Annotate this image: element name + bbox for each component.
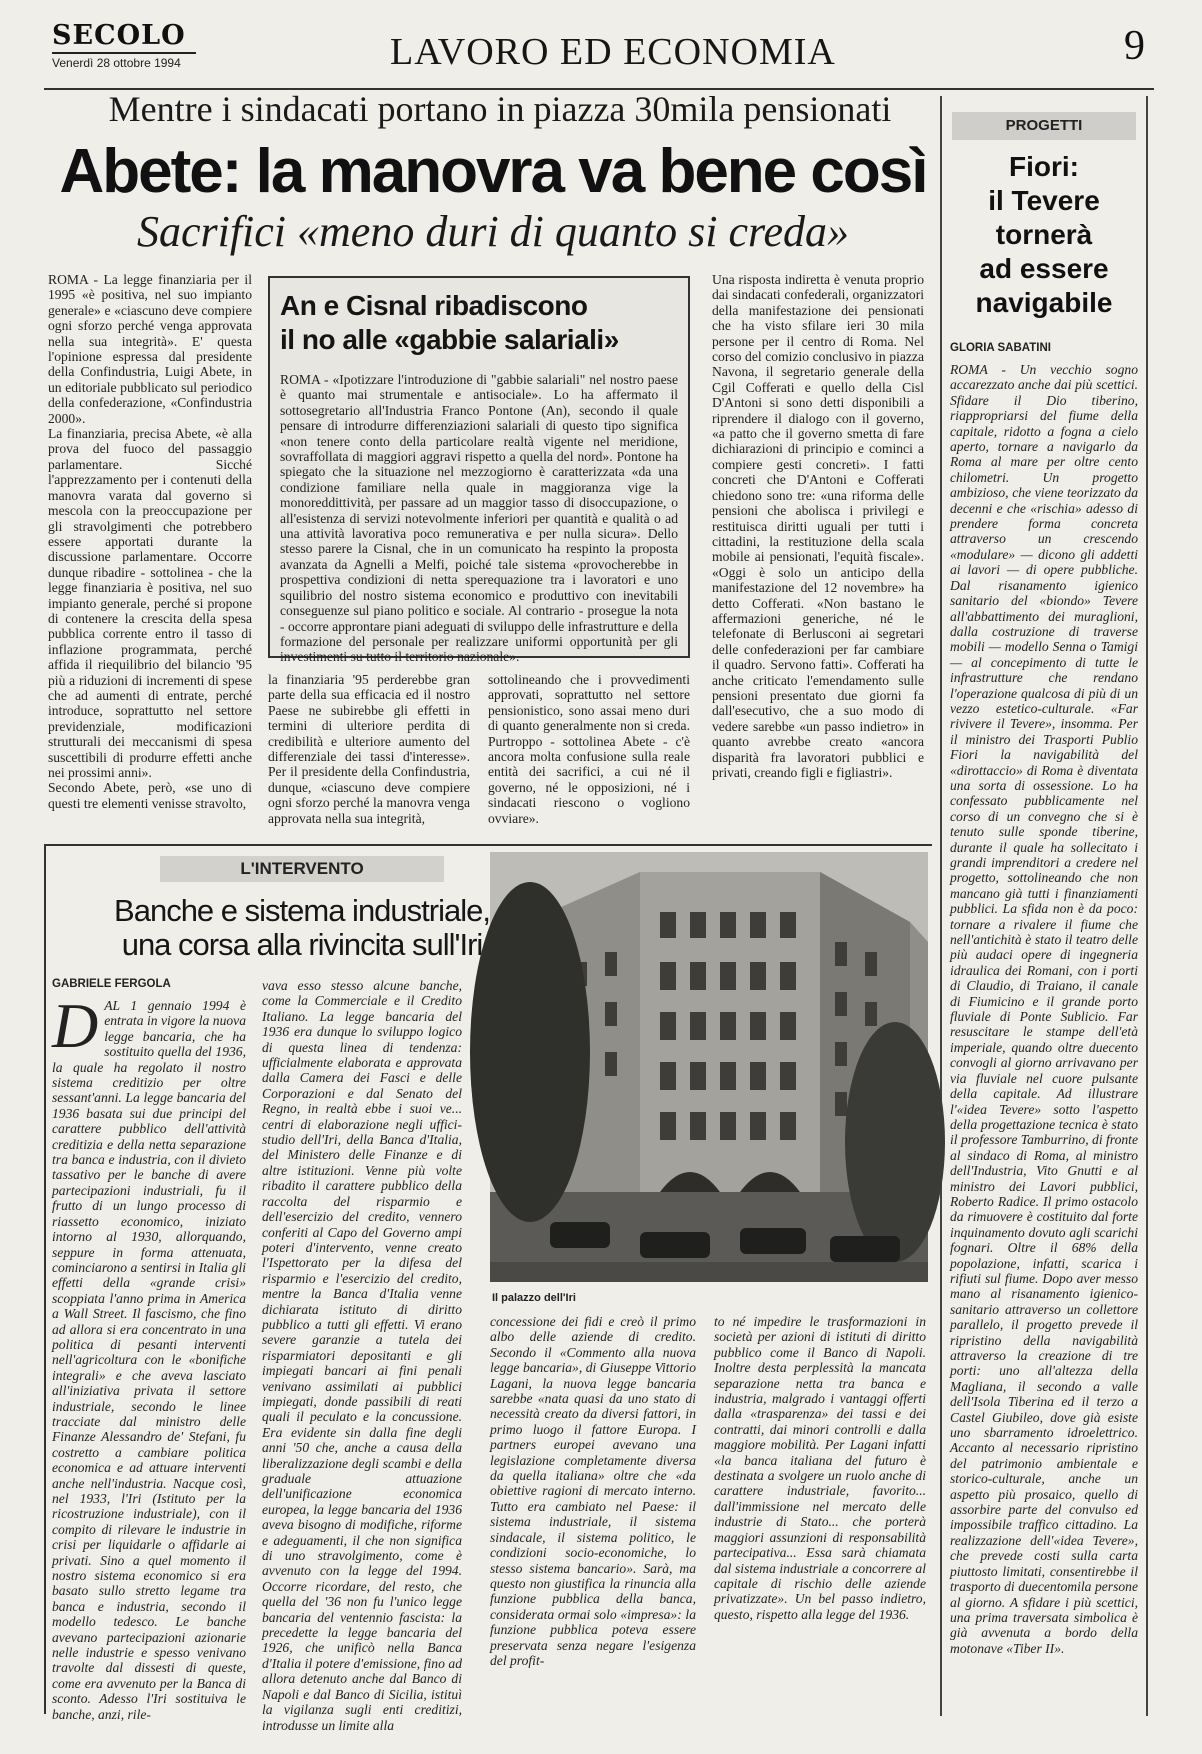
box-title-line-1: An e Cisnal ribadiscono bbox=[280, 290, 588, 321]
main-headline: Abete: la manovra va bene così bbox=[59, 137, 927, 206]
sidebar-title bbox=[952, 150, 1136, 320]
sidebar-rule-right bbox=[1146, 96, 1148, 1716]
intervento-dropcap: D bbox=[52, 990, 99, 1061]
sidebar-rule-left bbox=[940, 96, 942, 1716]
sidebar-title-line-3: tornerà bbox=[995, 219, 1093, 250]
intervento-column-2: vava esso stesso alcune banche, come la Commerciale e il Credito Italiano. La legge bancaria del 1936 era dunque lo sviluppo logico di questa linea di tendenza: ufficialmente elaborata e approvata dalla Camera dei Fasci e delle Corporazioni e dal Senato del Regno, in realtà ebbe i suoi ve... centri di elaborazione negli uffici-studio dell'Iri, della Banca d'Italia, del Ministero delle Finanze e di altre istituzioni. Venne più volte ribadito il carattere pubblico della raccolta del risparmio e dell'esercizio del credito, vennero conferiti al Capo del Governo ampi poteri d'intervento, venne creato l'Ispettorato per la difesa del risparmio e l'esercizio del credito, mentre la Banca d'Italia venne dichiarata istituto di diritto pubblico a tutti gli effetti. Vi erano severe garanzie a tutela dei risparmiatori depositanti e gli impiegati bancari ai fini penali venivano assimilati ai pubblici impiegati, donde passibili di reati quali il peculato e la concussione. Era evidente sin dalla fine degli anni '50 che, anche a causa della liberalizzazione degli scambi e della graduale attuazione dell'unificazione economica europea, la legge bancaria del 1936 aveva bisogno di modifiche, riforme e adeguamenti, il che non significa di uno stravolgimento, come è avvenuto con la legge del 1994. Occorre ricordare, del resto, che quella del '36 non fu l'unico legge bancaria del ventennio fascista: la precedette la legge bancaria del 1926, che unificò nella Banca d'Italia il potere d'emissione, fino ad allora detenuto anche dal Banco di Napoli e dal Banco di Sicilia, istituì la vigilanza sugli enti creditizi, introdusse un limite alla bbox=[262, 978, 462, 1733]
sidebar-title-line-1: Fiori: bbox=[1009, 151, 1079, 182]
main-paragraph-3: Secondo Abete, però, «se uno di questi tre elementi venisse stravolto, bbox=[48, 780, 252, 811]
intervento-title-line-1: Banche e sistema industriale, bbox=[114, 893, 490, 928]
box-title-line-2: il no alle «gabbie salariali» bbox=[280, 324, 619, 355]
main-story-column-3: sottolineando che i provvedimenti approvati, soprattutto nel settore pensionistico, sono assai meno duri di quanto generalmente non si creda. Purtroppo - sottolinea Abete - c'è ancora molta confusione sulla reale entità dei sacrifici, a cui né il governo, né le opposizioni, né i sindacati riescono o vogliono ovviare». bbox=[488, 672, 690, 826]
main-paragraph-2: La finanziaria, precisa Abete, «è alla prova del fuoco del passaggio parlamentare. Sicché l'apprezzamento per i contenuti della manovra varata dal governo si mescola con la preoccupazione per gli stravolgimenti che potrebbero essere apportati durante la discussione parlamentare. Occorre dunque ribadire - sottolinea - che la legge finanziaria è positiva, nel suo impianto generale, perché si propone di contenere la crescita della spesa pubblica corrente entro il tasso di inflazione programmata, perché affida il riequilibrio del bilancio '95 più a riduzioni di incrementi di spese che ad aumenti di entrate, perché introduce, soprattutto nel settore previdenziale, modificazioni strutturali dei meccanismi di spesa suscettibili di produrre effetti anche nei prossimi anni». bbox=[48, 426, 252, 780]
sidebar-title-line-4: ad essere bbox=[979, 253, 1109, 284]
main-story-column-1 bbox=[48, 272, 252, 828]
intervento-left-rule bbox=[44, 844, 46, 1714]
intervento-column-4: to né impedire le trasformazioni in società per azioni di istituti di diritto pubblico come il Banco di Napoli. Inoltre desta perplessità la mancata separazione netta tra banca e industria, malgrado i vantaggi offerti dalla «trasparenza» dei tassi e dei contratti, dai minori controlli e dalla maggiore mobilità. Per Lagani infatti «la banca italiana del futuro è destinata a svolgere un ruolo anche di carattere industriale, favorito... dall'immissione nel mercato delle industrie di Stato... che porterà maggiori assunzioni di responsabilità partecipativa... Essa sarà chiamata dal sistema industriale a concorrere al capitale di rischio delle aziende privatizzate». Un bel passo indietro, questo, rispetto alla legge del 1936. bbox=[714, 1314, 926, 1622]
photo-caption: Il palazzo dell'Iri bbox=[492, 1292, 576, 1304]
page-number: 9 bbox=[1124, 23, 1145, 69]
building-illustration bbox=[490, 852, 928, 1282]
box-story bbox=[268, 276, 690, 665]
main-story-column-2: la finanziaria '95 perderebbe gran parte della sua efficacia ed il nostro Paese ne subirebbe gli effetti in termini di ulteriore perdita di credibilità e ulteriore aumento del differenziale dei tassi d'interesse». Per il presidente della Confindustria, dunque, «ciascuno deve compiere ogni sforzo perché la manovra venga approvata nella sua integrità, bbox=[268, 672, 470, 826]
photo-palazzo-iri bbox=[490, 852, 928, 1282]
main-subhead: Sacrifici «meno duri di quanto si creda» bbox=[136, 207, 850, 256]
intervento-label: L'INTERVENTO bbox=[160, 856, 444, 882]
sidebar-title-line-2: il Tevere bbox=[988, 185, 1100, 216]
sidebar-label: PROGETTI bbox=[952, 112, 1136, 140]
box-body: ROMA - «Ipotizzare l'introduzione di "gabbie salariali" nel nostro paese è quanto mai strumentale e antisociale». Lo ha affermato il sottosegretario all'Industria Franco Pontone (An), secondo il quale pensare di introdurre differenziazioni salariali di questo tipo significa «non tenere conto della particolare realtà vigente nel meridione, sovraffollata di maggiori aggravi rispetto a quella del nord». Pontone ha spiegato che la situazione nel mezzogiorno è caratterizzata «da una condizione familiare nella quale in maggioranza vige la monoreddittività, per passare ad un maggior tasso di disoccupazione, o all'esistenza di servizi notevolmente inferiori per quantità e qualità o ad una attività lavorativa poco remunerativa e per nulla sicura». Dello stesso parere la Cisnal, che in un comunicato ha respinto la proposta avanzata da Agnelli a Melfi, poiché tale sistema «provocherebbe in prospettiva condizioni di netta sperequazione tra i lavoratori e uno squilibrio del nostro sistema economico e produttivo con inevitabili conseguenze sul piano politico e sociale. Al contrario - prosegue la nota - occorre approntare piani adeguati di sviluppo delle infrastrutture e della formazione del personale per realizzare uniformi opportunità per gli investimenti su tutto il territorio nazionale». bbox=[280, 372, 678, 665]
main-kicker: Mentre i sindacati portano in piazza 30mila pensionati bbox=[108, 89, 892, 129]
section-title: LAVORO ED ECONOMIA bbox=[390, 31, 836, 73]
sidebar-body: ROMA - Un vecchio sogno accarezzato anche dai più scettici. Sfidare il Dio tiberino, riappropriarsi del fiume della capitale, ridotto a fogna a cielo aperto, tornare a navigarlo da Roma al mare per oltre cento chilometri. Un progetto ambizioso, che viene teorizzato da decenni e che «rischia» adesso di prendere forma concreta attraverso un crescendo «modulare» — dicono gli addetti ai lavori — di opere pubbliche. Dal risanamento igienico sanitario del «biondo» Tevere all'abbattimento dei muraglioni, dalla costruzione di traverse mobili — modello Senna o Tamigi — al concepimento di tutte le infrastrutture che rendano l'operazione qualcosa di più di un vezzo estetico-culturale. «Far rivivere il Tevere», insomma. Per il ministro dei Trasporti Publio Fiori la navigabilità del «dirottaccio» di Roma è diventata una sorta di ossessione. Lo ha confessato pubblicamente nel corso di un convegno che si è tenuto sulle sponde tiberine, durante il quale ha sollecitato i grandi imprenditori a credere nel progetto, sottolineando che non mancano già tutti i finanziamenti pubblici. La sfida non è da poco: tornare a rivalere il fiume che nell'antichità è stato il teatro delle più audaci opere di ingegneria idraulica dei Romani, con i porti di Claudio, di Traiano, il canale di Fiumicino e il grande porto fluviale di Ponte Sublicio. Far resuscitare le stampe dell'età imperiale, quando oltre duecento convogli al giorno arrivavano per via fluviale nel cuore pulsante della capitale. Ad illustrare l'«idea Tevere» sotto l'aspetto della progettazione tecnica è stato il professore Tamburrino, di fronte al sindaco di Roma, al ministro dell'Industria, Vito Gnutti e al ministro dei Lavori pubblici, Roberto Radice. Il primo ostacolo da rimuovere è costituito dal forte inquinamento dovuto agli scarichi fognari. Oltre il 68% della popolazione, infatti, scarica i rifiuti sul fiume. Dopo aver messo mano al risanamento igienico-sanitario attraverso un collettore parallelo, il progetto prevede il ripristino della navigabilità attraverso la creazione di tre porti: uno all'altezza della Magliana, il secondo a valle dell'Isola Tiberina ed il terzo a Castel Giubileo, dove già esiste uno sbarramento idroelettrico. Accanto al necessario ripristino del patrimonio ambientale e storico-culturale, anche un aspetto più prosaico, quello di assorbire parte del convulso ed impossibile traffico cittadino. La realizzazione dell'«idea Tevere», che prevede costi sulla carta piuttosto limitati, consentirebbe il trasporto di duecentomila persone al giorno. A sfidare i più scettici, una prima traversata simbolica è già avvenuta a bordo della motonave «Tiber II». bbox=[950, 362, 1138, 1656]
masthead-date: Venerdì 28 ottobre 1994 bbox=[52, 56, 181, 70]
intervento-byline: GABRIELE FERGOLA bbox=[52, 978, 171, 990]
main-story-column-4: Una risposta indiretta è venuta proprio dai sindacati confederali, organizzatori della manifestazione dei pensionati che ha visto sfilare ieri 30 mila persone per il centro di Roma. Nel corso del comizio conclusivo in piazza Navona, il segretario generale della Cgil Cofferati e quello della Cisl D'Antoni si sono detti disponibili a riprendere il dialogo con il governo, «a patto che il governo smetta di fare dichiarazioni di principio e cominci a compiere gesti concreti». I fatti concreti che D'Antoni e Cofferati chiedono sono tre: «una riforma delle pensioni che abolisca i privilegi e restituisca diritti uguali per tutti i cittadini, la restituzione della scala mobile ai pensionati, l'equità fiscale». «Oggi è solo un anticipo della manifestazione del 12 novembre» ha detto Cofferati. «Non bastano le affermazioni generiche, né le telefonate di Berlusconi ai segretari delle confederazioni per far cambiare il quadro. Servono fatti». Cofferati ha anche criticato l'emendamento sulle pensioni presentato due giorni fa dall'esecutivo, che a suo modo di vedere sarebbe «un passo indietro» in quanto avrebbe creato «ancora disparità fra lavoratori pubblici e privati, creando figli e figliastri». bbox=[712, 272, 924, 780]
sidebar-title-line-5: navigabile bbox=[975, 287, 1113, 318]
intervento-title-line-2: una corsa alla rivincita sull'Iri bbox=[121, 927, 483, 962]
intervento-column-1-text: AL 1 gennaio 1994 è entrata in vigore la nuova legge bancaria, che ha sostituito quella del 1936, la quale ha regolato il nostro sistema creditizio per oltre sessant'anni. La legge bancaria del 1936 basata sui due principi del carattere pubblico dell'attività creditizia e della netta separazione tra banca e industria, con il divieto tassativo per le banche di avere partecipazioni industriali, fu il frutto di un lungo processo di riassetto economico, iniziato intorno al 1930, allorquando, seppure in forma attenuata, cominciarono a sentirsi in Italia gli effetti della «grande crisi» scoppiata l'anno prima in America a Wall Street. Il fascismo, che fino ad allora si era concentrato in una politica di pesanti interventi nell'agricoltura con le «bonifiche integrali» e che aveva lasciato all'iniziativa privata il settore industriale, secondo le linee tracciate dal ministro delle Finanze Alessandro de' Stefani, fu costretto a cambiare politica economica e ad attuare interventi anche nell'industria. Nacque così, nel 1933, l'Iri (Istituto per la ricostruzione industriale), con il compito di rilevare le industrie in crisi per liquidarle o affidarle ai privati. Sino a quel momento il nostro sistema economico si era basato sullo stretto legame tra banca e industria, secondo il modello tedesco. Le banche avevano partecipazioni azionarie nelle industrie e spesso venivano travolte dal dissesti di queste, come era avvenuto per la Banca di sconto. Adesso l'Iri sostituiva le banche, anzi, rile- bbox=[52, 998, 246, 1722]
intervento-column-1 bbox=[52, 990, 246, 1722]
main-paragraph-1: ROMA - La legge finanziaria per il 1995 «è positiva, nel suo impianto generale» e «ciascuno deve compiere ogni sforzo perché venga approvata nella sua integrità». E' questa l'opinione espressa dal presidente della Confindustria, Luigi Abete, in un editoriale pubblicato sul periodico della confederazione, «Confindustria 2000». bbox=[48, 272, 252, 426]
intervento-top-rule bbox=[44, 844, 932, 846]
masthead-rule bbox=[52, 52, 196, 54]
masthead-logo: SECOLO bbox=[52, 20, 186, 51]
intervento-column-3: concessione dei fidi e creò il primo albo delle aziende di credito. Secondo il «Commento alla nuova legge bancaria», di Giuseppe Vittorio Lagani, la nuova legge bancaria sarebbe «nata quasi da uno stato di necessità creato da diversi fattori, in primo luogo il fattore Europa. I partners europei avevano una legislazione completamente diversa da quella italiana» oltre che «da obiettive ragioni di mercato interno. Tutto era cambiato nel Paese: il sistema industriale, il sistema sindacale, il sistema politico, le condizioni socio-economiche, lo stesso sistema bancario». Sarà, ma questo non giustifica la rinuncia alla funzione pubblica della banca, considerata ormai solo «impresa»: la funzione pubblica poteva essere preservata senza negare l'esigenza del profit- bbox=[490, 1314, 696, 1668]
sidebar-byline: GLORIA SABATINI bbox=[950, 342, 1051, 354]
